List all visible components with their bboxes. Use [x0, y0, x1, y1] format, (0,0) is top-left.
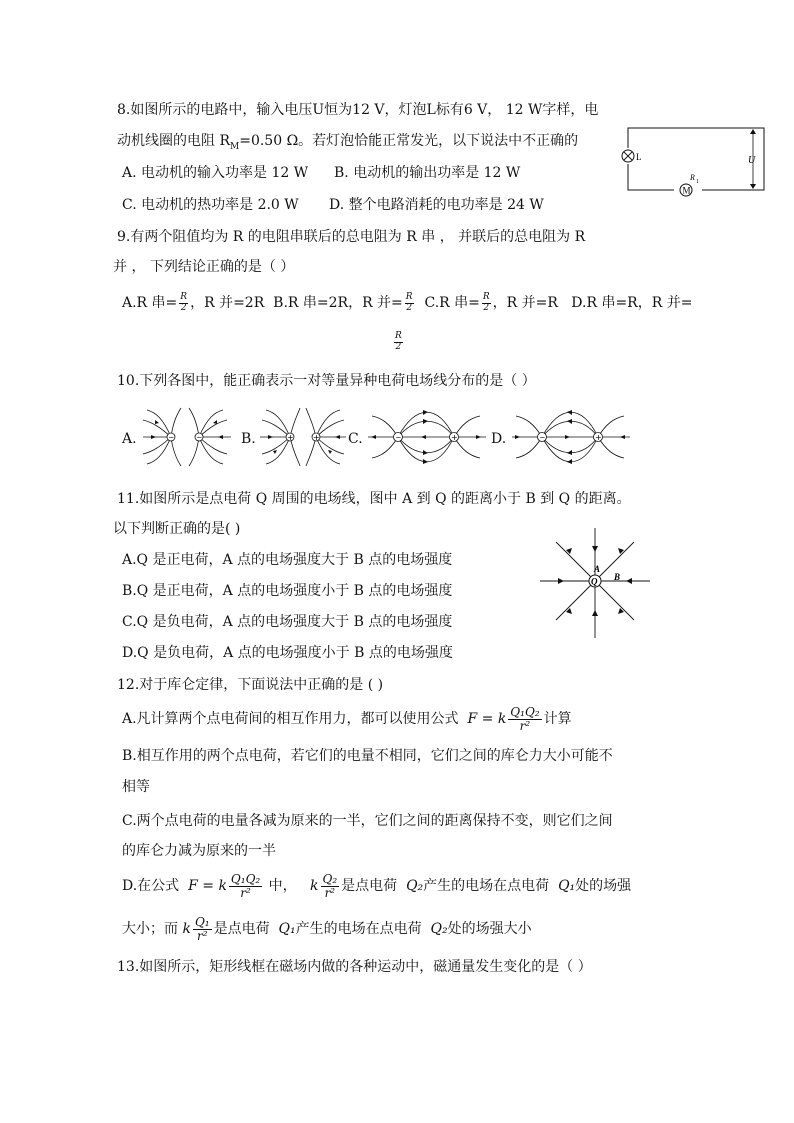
fraction-r-over-2: $\frac{R}{2}$ [482, 292, 490, 313]
q10-label-d: D. [491, 431, 507, 447]
resistor-label: R [690, 173, 695, 182]
q8-option-b: B. 电动机的输出功率是 12 W [334, 165, 521, 181]
voltage-label: U [748, 155, 756, 166]
q10-figure-d [510, 406, 632, 468]
q12-option-b-line1: B.相互作用的两个点电荷，若它们的电量不相同，它们之间的库仑力大小可能不 [122, 748, 613, 764]
q10-label-b: B. [241, 431, 256, 447]
svg-text:+: + [287, 433, 294, 442]
fraction-r-over-2: $\frac{R}{2}$ [180, 292, 188, 313]
q8-option-d: D. 整个电路消耗的电功率是 24 W [329, 197, 544, 213]
q11-option-b: B.Q 是正电荷，A 点的电场强度小于 B 点的电场强度 [122, 583, 453, 599]
resistor-sub-label: 1 [696, 179, 699, 185]
q8-line1: 8.如图所示的电路中，输入电压U恒为12 V，灯泡L标有6 V， 12 W字样，电 [117, 102, 599, 118]
motor-label: M [682, 185, 691, 196]
q10-label-a: A. [122, 431, 137, 447]
svg-text:−: − [395, 433, 402, 442]
q12-option-c-line1: C.两个点电荷的电量各减为原来的一半，它们之间的距离保持不变，则它们之间 [122, 813, 613, 829]
q12-option-c-line2: 的库仑力减为原来的一半 [122, 843, 276, 859]
q11-option-d: D.Q 是负电荷，A 点的电场强度小于 B 点的电场强度 [122, 645, 453, 661]
q12-option-a: A.凡计算两个点电荷间的相互作用力，都可以使用公式 F = k $\frac{\text{Q₁Q₂}}{\text{r²}}$ 计算 [122, 704, 572, 733]
q8-line2: 动机线圈的电阻 $R_M=0.50$ Ω。若灯泡恰能正常发光，以下说法中不正确的 [117, 133, 579, 152]
q10-figure-a [143, 408, 235, 466]
charge-q-label: Q [591, 576, 598, 587]
q13-stem: 13.如图所示，矩形线框在磁场内做的各种运动中，磁通量发生变化的是（ ） [117, 959, 592, 975]
q9-options: A.R 串= $\frac{R}{2}$ ，R 并=2R B.R 串=2R，R 并= $\frac{R}{2}$ C.R 串= $\frac{R}{2}$ ，R 并=R D.R 串=R，R 并= [122, 292, 693, 313]
q9-line1: 9.有两个阻值均为 R 的电阻串联后的总电阻为 R 串 ， 并联后的总电阻为 R [117, 229, 586, 245]
q12-option-d-line2: 大小；而 k $\frac{\text{Q₁}}{\text{r²}}$ 是点电荷 Q₁产生的电场在点电荷 Q₂处的场强大小 [122, 914, 532, 943]
q9-line2: 并 ， 下列结论正确的是（ ） [113, 259, 295, 275]
q9-option-d-fraction: $\frac{R}{2}$ [395, 331, 402, 352]
q12-option-b-line2: 相等 [122, 779, 150, 795]
q10-stem: 10.下列各图中，能正确表示一对等量异种电荷电场线分布的是（ ） [117, 373, 536, 389]
q11-line2: 以下判断正确的是( ) [113, 521, 241, 537]
q11-line1: 11.如图所示是点电荷 Q 周围的电场线，图中 A 到 Q 的距离小于 B 到 Q 的距离。 [117, 491, 631, 507]
point-a-label: A [594, 564, 601, 574]
q11-option-a: A.Q 是正电荷，A 点的电场强度大于 B 点的电场强度 [122, 552, 453, 568]
svg-text:+: + [313, 433, 320, 442]
fraction-r-over-2: $\frac{R}{2}$ [405, 292, 413, 313]
svg-text:−: − [196, 433, 203, 442]
svg-text:+: + [595, 433, 602, 442]
q10-figure-c [366, 406, 488, 468]
q8-option-a: A. 电动机的输入功率是 12 W [122, 165, 309, 181]
q12-option-d-line1: D.在公式 F = k $\frac{\text{Q₁Q₂}}{\text{r²}}$ 中， k $\frac{\text{Q₂}}{\text{r²}}$ 是点电荷 Q₂产生的电场在点电荷 Q₁处的场强 [122, 871, 632, 900]
q8-circuit-diagram [612, 120, 772, 200]
svg-text:−: − [539, 433, 546, 442]
q12-stem: 12.对于库仑定律，下面说法中正确的是 ( ) [117, 677, 384, 693]
svg-text:+: + [451, 433, 458, 442]
q11-field-figure [540, 528, 650, 638]
coulomb-fraction: $\frac{\text{Q₁Q₂}}{\text{r²}}$ [510, 704, 540, 733]
lamp-label: L [636, 152, 642, 162]
q11-option-c: C.Q 是负电荷，A 点的电场强度大于 B 点的电场强度 [122, 614, 453, 630]
point-b-label: B [614, 572, 621, 582]
q8-option-c: C. 电动机的热功率是 2.0 W [122, 197, 299, 213]
q10-figure-b [256, 408, 348, 466]
svg-text:−: − [168, 433, 175, 442]
q10-label-c: C. [348, 431, 363, 447]
